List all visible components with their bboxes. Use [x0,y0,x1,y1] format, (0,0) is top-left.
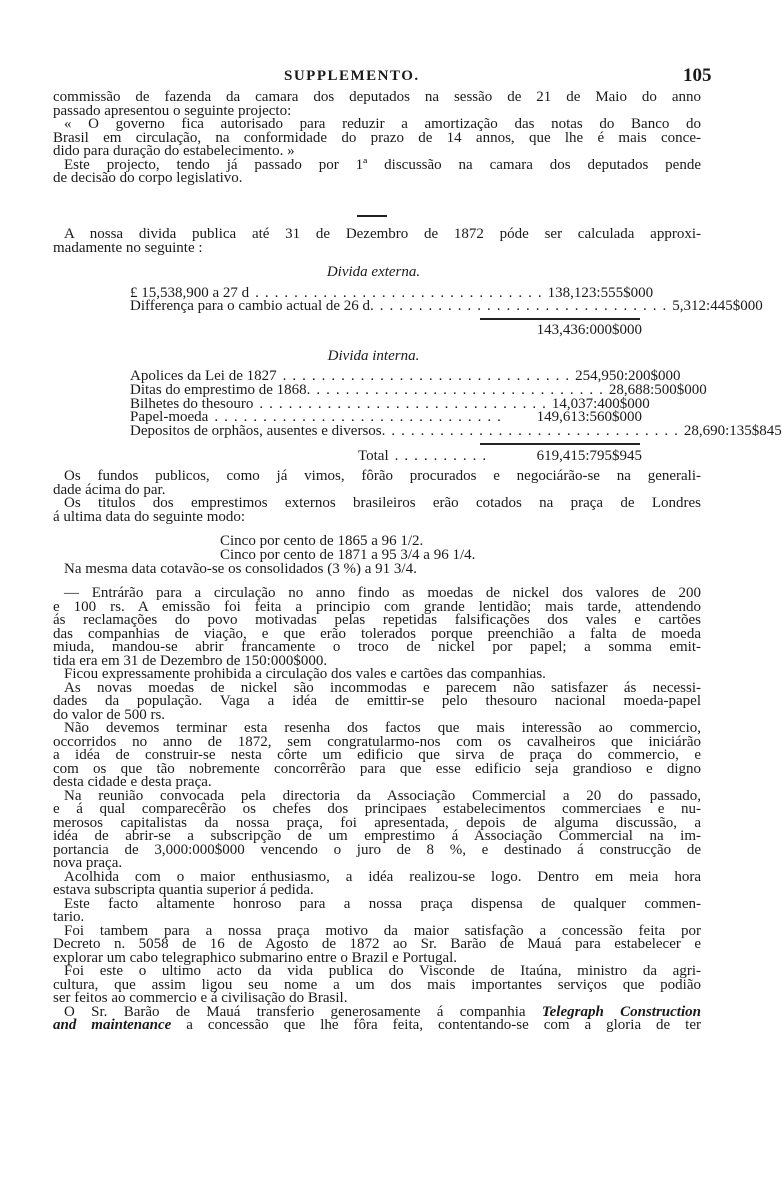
running-header [0,66,747,86]
total-value: 619,415:795$945 [536,448,642,464]
row-label: Ditas do emprestimo de 1868. [130,382,311,398]
text-line: miuda, mandou-se abrir francamente o troco de nickel por papel; a somma emit- [53,639,701,655]
section-divider [357,215,387,217]
text-block-main [53,587,701,1033]
text-line: e á qual comparecêrão os chefes dos principaes estabelecimentos commerciaes e nu- [53,801,701,817]
table-row [130,423,782,439]
text-line: As novas moedas de nickel são incommodas e parecem não satisfazer ás necessi- [64,679,701,696]
row-label: Bilhetes do thesouro [130,396,254,412]
total-row [358,449,642,463]
text-line: passado apresentou o seguinte projecto: [53,102,292,119]
text-line: ser feitos ao commercio e á civilisação do Brasil. [53,990,348,1006]
text-line: ás reclamações do povo motivadas pelas repetidas falsificações dos vales e cartões [53,612,701,628]
text-line: Brasil em circulação, na conformidade do prazo de 14 annos, que lhe é mais conce- [53,129,701,146]
text-line: Foi este o ultimo acto da vida publica do Visconde de Itaúna, ministro da agri- [64,963,701,979]
text-line: Os fundos publicos, como já vimos, fôrão procurados e negociárão-se na generali- [64,468,701,484]
sum-rule [480,318,640,320]
text-line: Decreto n. 5058 de 16 de Agosto de 1872 ao Sr. Barão de Mauá para estabelecer e [53,936,701,952]
text-line: idéa de abrir-se a subscripção de um emprestimo á Associação Commercial na im- [53,828,701,844]
heading-divida-externa: Divida externa. [326,264,421,280]
text-line: Ficou expressamente prohibida a circulação dos vales e cartões das companhias. [64,666,546,682]
sum-rule [480,443,640,445]
dot-leader: .............................. [282,368,576,384]
dot-leader: .............................. [379,298,673,314]
table-row [130,410,642,424]
dot-leader: .............................. [391,423,684,439]
dot-leader: .......... [394,448,493,464]
text-block-consolidados [53,563,701,577]
text-line: occorridos no anno de 1872, sem congratularmo-nos com os cavalheiros que iniciárão [53,733,701,750]
emphasis-text: Telegraph Construction [541,1003,701,1020]
row-label: Depositos de orphãos, ausentes e diversos. [130,423,386,439]
running-title: SUPPLEMENTO. [284,68,420,84]
text-span: O Sr. Barão de Mauá transferio generosamente á companhia [64,1003,542,1020]
dot-leader: .............................. [259,396,552,412]
text-line: com os que tão nobremente concorrêrão para que esse edificio seja grandioso e digno [53,760,701,777]
text-line: do valor de 500 rs. [53,706,166,723]
row-value: 28,688:500$000 [608,382,707,398]
quote-line: Cinco por cento de 1865 a 96 1/2. [220,533,424,549]
dot-leader: .............................. [255,285,548,301]
text-line: das companhias de viação, e que erão tolerados porque preenchião a falta de moeda [53,625,701,642]
text-block-divida-intro [53,228,701,255]
row-value: 149,613:560$000 [536,409,642,425]
subtotal-value: 143,436:000$000 [536,322,642,338]
text-line: dades da população. Vaga a idéa de emittir-se pelo thesouro nacional moeda-papel [53,693,701,709]
text-line: merosos capitalistas da nossa praça, foi apresentada, depois de alguma discussão, a [53,814,701,831]
page-number: 105 [683,65,712,86]
text-line: dido para duração do estabelecimento. » [53,143,295,159]
row-label: Differença para o cambio actual de 26 d. [130,298,374,314]
text-line: — Entrárão para a circulação no anno findo as moedas de nickel dos valores de 200 [64,585,701,601]
text-line: Foi tambem para a nossa praça motivo da maior satisfação a concessão feita por [64,922,701,939]
text-line [53,1019,701,1033]
dot-leader: .............................. [214,409,507,425]
row-value: 14,037:400$000 [551,396,650,412]
row-label: Apolices da Lei de 1827 [130,368,277,384]
text-line: estava subscripta quantia superior á pedida. [53,882,314,898]
text-block-fundos [53,470,701,524]
row-value: 28,690:135$845 [683,423,782,439]
text-span: a concessão que lhe fôra feita, contentando-se com a gloria de ter [171,1017,701,1033]
emphasis-text: and maintenance [53,1017,172,1033]
text-line: tario. [53,909,85,925]
table-row [130,298,763,314]
text-line: Os titulos dos emprestimos externos brasileiros erão cotados na praça de Londres [64,495,701,511]
text-line: A nossa divida publica até 31 de Dezembro de 1872 póde ser calculada approxi- [64,226,701,242]
subtotal-row [130,323,642,337]
text-line: Não devemos terminar esta resenha dos factos que mais interessão ao commercio, [64,720,701,736]
total-label: Total [358,448,389,464]
text-line: e 100 rs. A emissão foi feita a principio com grande lentidão; mais tarde, attendendo [53,598,701,615]
text-line: á ultima data do seguinte modo: [53,508,246,525]
quote-line: Cinco por cento de 1871 a 95 3/4 a 96 1/4. [220,547,476,563]
text-line: de decisão do corpo legislativo. [53,170,243,186]
text-line: madamente no seguinte : [53,239,203,256]
text-line: nova praça. [53,855,123,871]
text-line: portancia de 3,000:000$000 vencendo o juro de 8 %, e destinado á construcção de [53,841,701,858]
text-line: explorar um cabo telegraphico submarino entre o Brazil e Portugal. [53,949,458,966]
row-value: 138,123:555$000 [547,285,654,301]
row-value: 254,950:200$000 [575,368,681,384]
heading-divida-interna: Divida interna. [327,348,420,364]
table-row [130,382,707,398]
text-line: Este projecto, tendo já passado por 1ª discussão na camara dos deputados pende [64,156,701,173]
text-line: « O governo fica autorisado para reduzir a amortização das notas do Banco do [64,116,701,132]
text-line: commissão de fazenda da camara dos deputados na sessão de 21 de Maio do anno [53,89,701,105]
text-line: Na mesma data cotavão-se os consolidados (3 %) a 91 3/4. [64,561,417,577]
dot-leader: .............................. [316,382,609,398]
text-line: dade ácima do par. [53,481,166,498]
text-line: cultura, que assim ligou seu nome a um dos mais importantes serviços que podião [53,976,701,993]
text-line: Acolhida com o maior enthusiasmo, a idéa realizou-se logo. Dentro em meia hora [64,868,701,885]
row-label: Papel-moeda [130,409,209,425]
text-line: desta cidade e desta praça. [53,774,212,790]
text-line: Este facto altamente honroso para a nossa praça dispensa de qualquer commen- [64,895,701,912]
text-block-projecto [53,91,701,186]
text-line: tida era em 31 de Dezembro de 150:000$000. [53,652,328,669]
table-row [130,368,681,384]
row-label: £ 15,538,900 a 27 d [130,285,250,301]
row-value: 5,312:445$000 [672,298,763,314]
text-line: a idéa de construir-se nesta côrte um edificio que sirva de praça do commercio, e [53,747,701,763]
text-line: Na reunião convocada pela directoria da Associação Commercial a 20 do passado, [64,787,701,804]
